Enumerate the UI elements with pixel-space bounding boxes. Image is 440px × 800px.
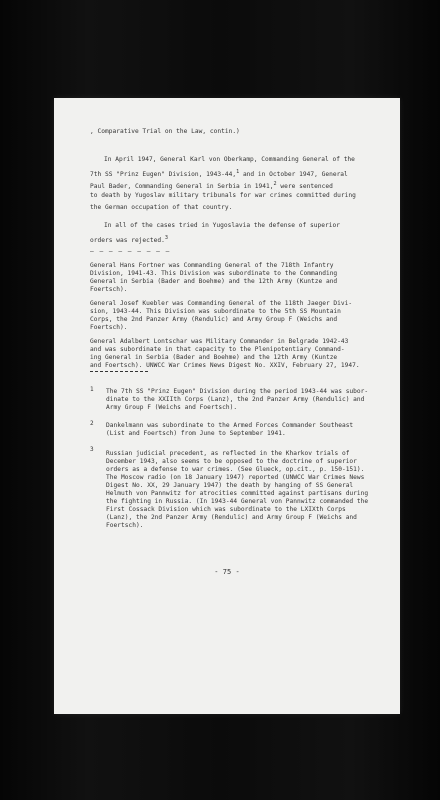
separator: — — — — — — — — — [90,248,171,255]
footnote-3-line-10: Foertsch). [106,522,144,529]
page-number: - 75 - [214,568,240,576]
document-page [54,98,400,714]
footnote-3-line-4: The Moscow radio (on 18 January 1947) reported (UNWCC War Crimes News [106,474,365,481]
note-line-5: General Josef Kuebler was Commanding General of the 118th Jaeger Divi- [90,300,353,307]
paragraph-1-line-3 [90,180,333,192]
footnote-1-line-1: The 7th SS "Prinz Eugen" Division during the period 1943-44 was subor- [106,388,369,395]
note-line-10: and was subordinate in that capacity to the Plenipotentiary Command- [90,346,345,353]
paragraph-1-line-3b: were sentenced [280,183,333,191]
footnote-3-line-8: First Cossack Division which was subordinate to the LXIXth Corps [106,506,346,513]
footnote-2-line-2: (List and Foertsch) from June to September 1941. [106,430,286,437]
note-line-3: General in Serbia (Bader and Boehme) and the 12th Army (Kuntze and [90,278,338,285]
footnote-mark-3: 3 [90,446,94,453]
note-line-4: Foertsch). [90,286,128,293]
note-line-7: Corps, the 2nd Panzer Army (Rendulic) and Army Group F (Weichs and [90,316,338,323]
footnote-3-line-9: (Lanz), the 2nd Panzer Army (Rendulic) and Army Group F (Weichs and [106,514,357,521]
footnote-1-line-2: dinate to the XXIIth Corps (Lanz), the 2nd Panzer Army (Rendulic) and [106,396,365,403]
footnote-3-line-1: Russian judicial precedent, as reflected in the Kharkov trials of [106,450,350,457]
paragraph-1-line-3a: Paul Bader, Commanding General in Serbia in 1941, [90,183,274,191]
note-line-1: General Hans Fortner was Commanding General of the 718th Infantry [90,262,334,269]
paragraph-1-line-5: the German occupation of that country. [90,204,233,211]
footnote-mark-2: 2 [90,420,94,427]
paragraph-1-line-2 [90,168,348,180]
paragraph-2-line-2 [90,234,168,246]
note-line-9: General Adalbert Lontschar was Military Commander in Belgrade 1942-43 [90,338,349,345]
footnote-3-line-3: orders as a defense to war crimes. (See Glueck, op.cit., p. 150-151). [106,466,365,473]
footnote-ref-2: 2 [273,181,277,187]
note-line-12: and Foertsch). UNWCC War Crimes News Digest No. XXIV, February 27, 1947. [90,362,360,369]
paragraph-1-line-2a: 7th SS "Prinz Eugen" Division, 1943-44, [90,171,237,179]
footnote-3-line-5: Digest No. XX, 29 January 1947) the death by hanging of SS General [106,482,354,489]
paragraph-1-line-2b: and in October 1947, General [242,171,348,179]
footnote-3-line-2: December 1943, also seems to be opposed to the doctrine of superior [106,458,357,465]
footnote-3-line-6: Helmuth von Pannwitz for atrocities committed against partisans during [106,490,369,497]
footnote-mark-1: 1 [90,386,94,393]
running-head: , Comparative Trial on the Law, contin.) [90,128,240,135]
footnote-ref-1: 1 [236,169,240,175]
paragraph-2-line-1: In all of the cases tried in Yugoslavia the defense of superior [104,222,340,229]
footnote-ref-3: 3 [164,235,169,241]
note-line-6: sion, 1943-44. This Division was subordinate to the 5th SS Mountain [90,308,341,315]
note-line-2: Division, 1941-43. This Division was subordinate to the Commanding [90,270,338,277]
footnote-3-line-7: the fighting in Russia. (In 1943-44 General von Pannwitz commanded the [106,498,369,505]
paragraph-2-line-2a: orders was rejected. [90,237,165,245]
paragraph-1-line-4: to death by Yugoslav military tribunals for war crimes committed during [90,192,356,199]
paragraph-1-line-1: In April 1947, General Karl von Oberkamp, Commanding General of the [104,156,355,163]
footnote-2-line-1: Dankelmann was subordinate to the Armed Forces Commander Southeast [106,422,354,429]
footnote-1-line-3: Army Group F (Weichs and Foertsch). [106,404,238,411]
footnote-rule [90,371,148,372]
note-line-11: ing General in Serbia (Bader and Boehme) and the 12th Army (Kuntze [90,354,338,361]
note-line-8: Foertsch). [90,324,128,331]
